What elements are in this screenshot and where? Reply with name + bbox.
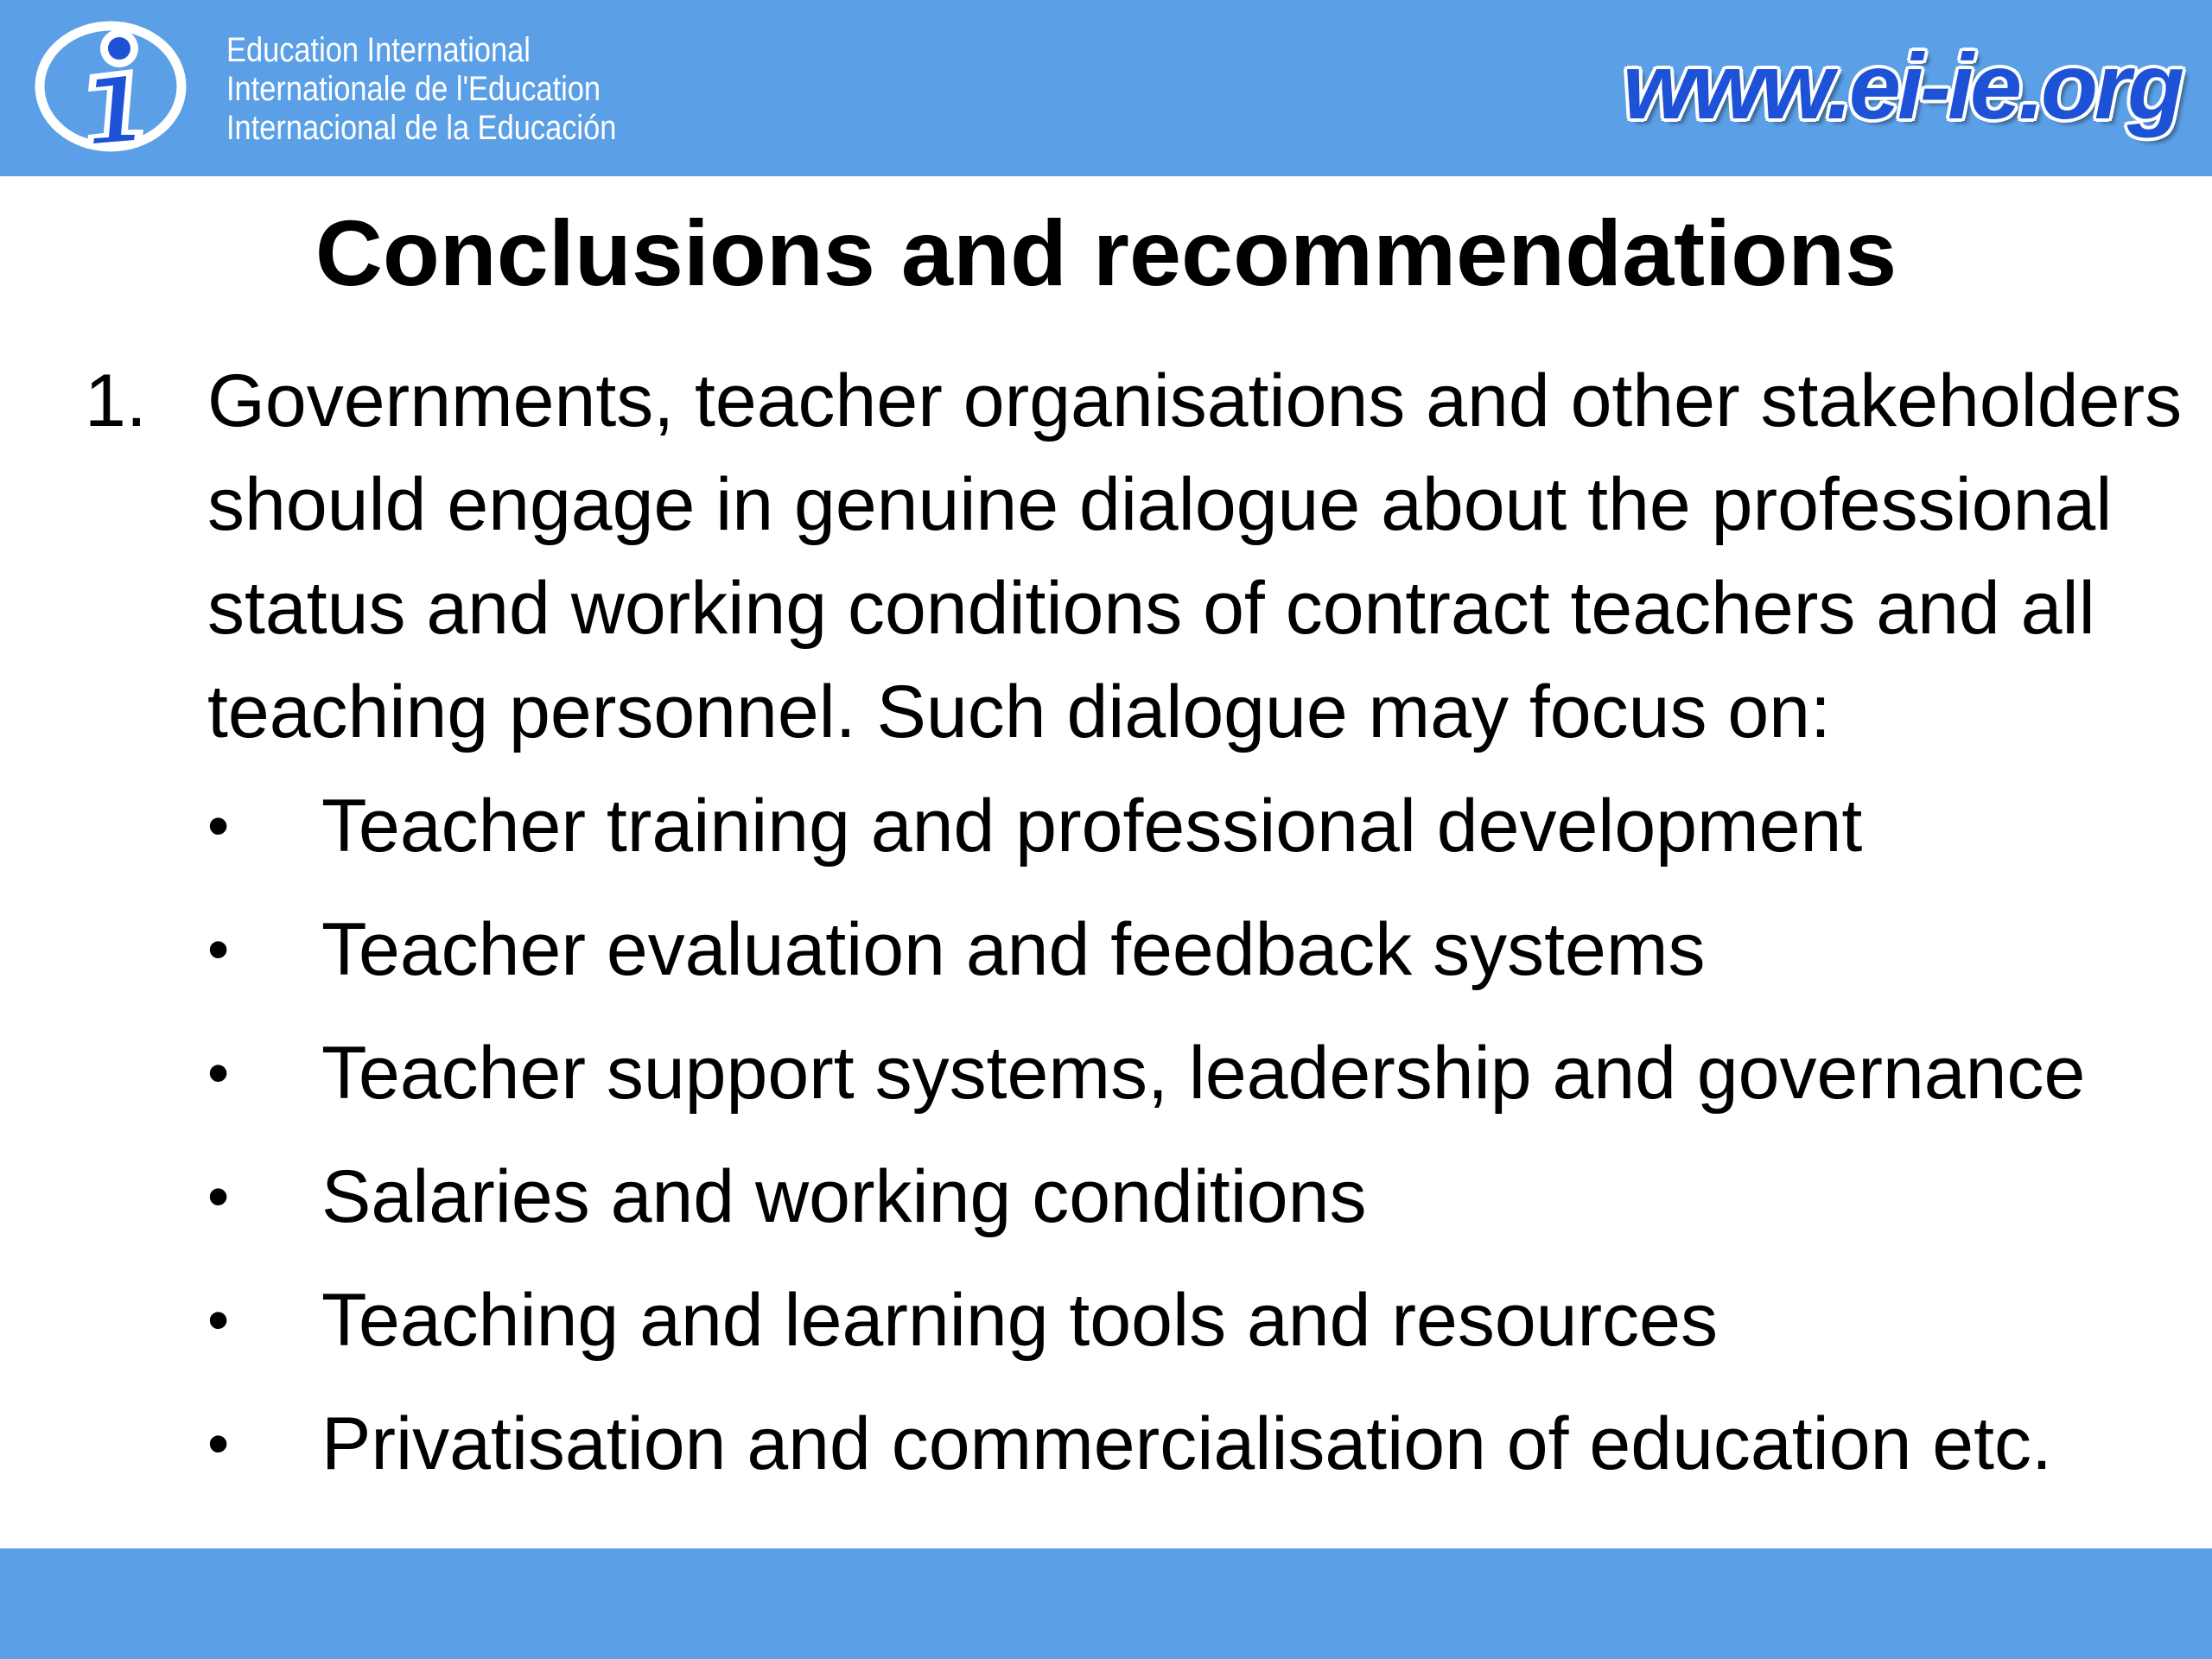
- bullet-text: Salaries and working conditions: [321, 1155, 1367, 1238]
- item-line: should engage in genuine dialogue about the professional: [207, 463, 2113, 546]
- slide-title: Conclusions and recommendations: [315, 200, 1897, 305]
- site-url-link[interactable]: www.ei-ie.org: [1622, 34, 2181, 138]
- org-names: [226, 31, 616, 148]
- org-name-french: Internationale de l'Education: [226, 70, 601, 108]
- item-paragraph: [207, 349, 2183, 764]
- bullet-icon: •: [207, 1039, 230, 1108]
- bullet-text: Teacher evaluation and feedback systems: [321, 908, 1706, 991]
- bullet-icon: •: [207, 791, 230, 861]
- bullet-text: Teacher training and professional development: [321, 785, 1863, 868]
- org-name-spanish: Internacional de la Educación: [226, 109, 617, 147]
- bullet-text: Privatisation and commercialisation of education etc.: [321, 1402, 2052, 1485]
- item-line: status and working conditions of contract teachers and all: [207, 567, 2095, 650]
- bullet-icon: •: [207, 1286, 230, 1355]
- ei-logo-icon: [33, 12, 188, 159]
- item-number: 1.: [85, 359, 147, 442]
- item-line: Governments, teacher organisations and other stakeholders: [207, 359, 2183, 442]
- footer-band: [0, 1548, 2212, 1659]
- item-line: teaching personnel. Such dialogue may focus on:: [207, 671, 1831, 753]
- org-name-english: Education International: [226, 31, 531, 69]
- bullet-text: Teaching and learning tools and resources: [321, 1279, 1718, 1362]
- bullet-icon: •: [207, 1162, 230, 1231]
- bullet-icon: •: [207, 1409, 230, 1478]
- bullet-icon: •: [207, 915, 230, 984]
- bullet-text: Teacher support systems, leadership and governance: [321, 1032, 2086, 1115]
